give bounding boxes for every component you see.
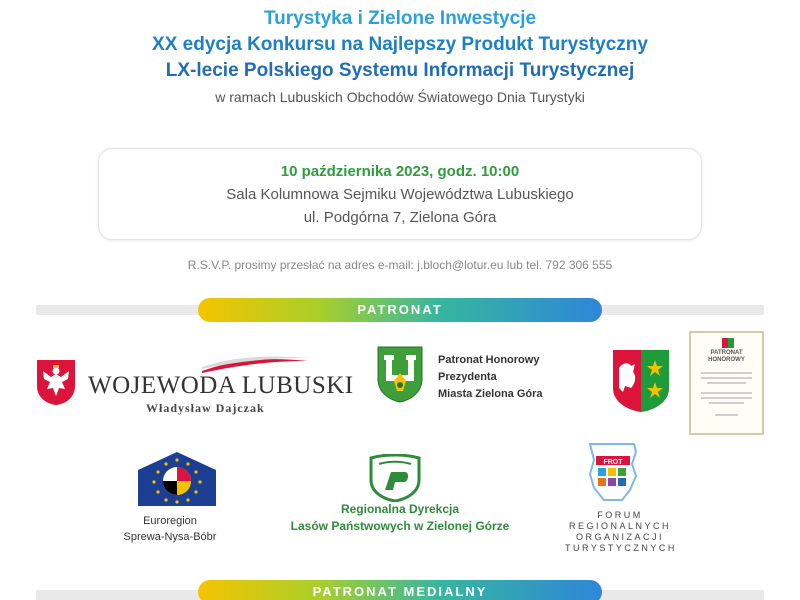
wojewoda-name: Władysław Dajczak [146, 401, 265, 415]
zielona-gora-crest-icon [376, 345, 424, 403]
frot-badge-text: FROT [603, 459, 623, 466]
subtitle: w ramach Lubuskich Obchodów Światowego Dnia Turystyki [215, 89, 585, 105]
certificate-title [695, 350, 758, 364]
polish-eagle-icon [35, 358, 77, 406]
certificate-text-line [707, 382, 746, 384]
rdlp-line-1: Regionalna Dyrekcja [340, 502, 460, 516]
patronat-certificate [689, 331, 764, 435]
euroregion-text [100, 513, 240, 545]
header [0, 6, 800, 108]
certificate-text-line [709, 402, 744, 404]
title-line-1: Turystyka i Zielone Inwestycje [263, 8, 537, 29]
frot-line-3: ORGANIZACJI [575, 532, 664, 542]
frot-line-4: TURYSTYCZNYCH [565, 543, 677, 553]
certificate-text-line [701, 372, 752, 374]
patronat-label: PATRONAT [198, 298, 602, 322]
event-address: ul. Podgórna 7, Zielona Góra [303, 209, 497, 226]
title-line-3: LX-lecie Polskiego Systemu Informacji Turystycznej [165, 60, 635, 81]
euroregion-line-2: Sprewa-Nysa-Bóbr [123, 531, 217, 543]
frot-logo-icon [586, 440, 640, 504]
certificate-text-line [701, 397, 752, 399]
zg-line-1: Patronat Honorowy [438, 354, 540, 366]
lasy-panstwowe-logo-icon [365, 454, 425, 502]
certificate-title-2: HONOROWY [708, 357, 745, 363]
rdlp-text [270, 501, 530, 535]
event-date: 10 października 2023, godz. 10:00 [280, 163, 520, 180]
patronat-medialny-label: PATRONAT MEDIALNY [198, 580, 602, 600]
rsvp-text: R.S.V.P. prosimy przesłać na adres e-mail: j.bloch@lotur.eu lub tel. 792 306 555 [187, 258, 613, 272]
wojewoda-logo [88, 372, 354, 416]
lubuskie-coat-of-arms-icon [611, 348, 671, 414]
zg-line-2: Prezydenta [438, 371, 497, 383]
certificate-text-line [701, 392, 752, 394]
rdlp-line-2: Lasów Państwowych w Zielonej Górze [290, 519, 510, 533]
certificate-text-line [701, 377, 752, 379]
event-info-box [98, 148, 702, 240]
frot-line-2: REGIONALNYCH [568, 521, 671, 531]
certificate-crest-icon [722, 338, 734, 348]
zg-line-3: Miasta Zielona Góra [438, 388, 543, 400]
euroregion-line-1: Euroregion [143, 515, 197, 527]
wojewoda-title: WOJEWODA LUBUSKI [88, 372, 354, 399]
certificate-signature-line [715, 414, 738, 416]
frot-text [565, 510, 675, 554]
title-line-2: XX edycja Konkursu na Najlepszy Produkt Turystyczny [152, 34, 648, 55]
euroregion-logo-icon [136, 450, 218, 508]
frot-line-1: FORUM [597, 510, 643, 520]
certificate-title-1: PATRONAT [710, 350, 743, 356]
zg-patronat-text [438, 352, 543, 403]
event-venue: Sala Kolumnowa Sejmiku Województwa Lubuskiego [226, 186, 574, 203]
